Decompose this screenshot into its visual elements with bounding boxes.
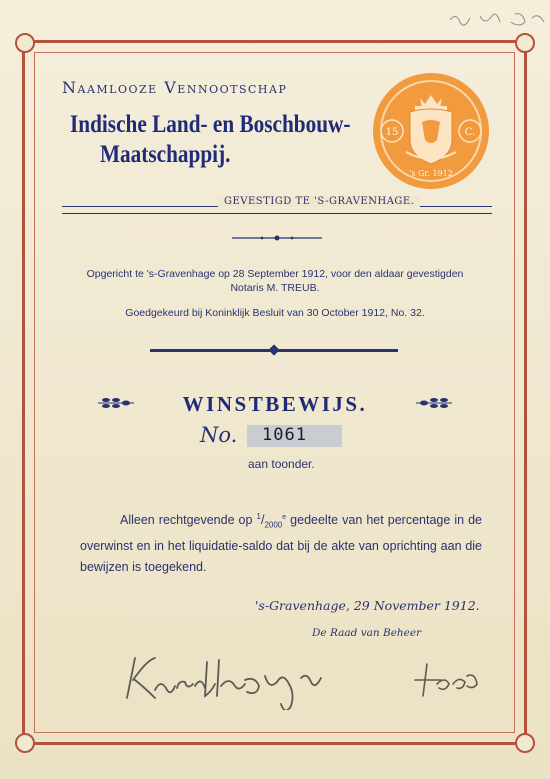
- certificate-title: WINSTBEWIJS.: [182, 392, 368, 416]
- company-form: Naamlooze Vennootschap: [62, 78, 288, 97]
- board-of-directors: De Raad van Beheer: [312, 627, 422, 639]
- founding-line2: Notaris M. TREUB.: [230, 282, 320, 294]
- entitlement-part2: gedeelte van het percentage in de overwinst en in het liquidatie-saldo dat bij de akte van oprichting aan die bewijzen is toegekend.: [80, 513, 482, 574]
- fraction-suffix: e: [282, 514, 287, 521]
- founding-line1: Opgericht te 's-Gravenhage op 28 September 1912, voor den aldaar gevestigden: [86, 268, 464, 280]
- corner-ornament: [515, 733, 535, 753]
- handwritten-signature: [115, 650, 495, 710]
- pencil-annotation: [440, 6, 550, 36]
- tax-stamp-icon: [370, 70, 492, 192]
- seat-divider: [62, 206, 492, 214]
- stamp-inscription: 's Gr. 1912: [409, 169, 453, 178]
- company-name-line1: Indische Land- en Boschbouw-: [70, 111, 351, 138]
- corner-ornament: [15, 33, 35, 53]
- corner-ornament: [515, 33, 535, 53]
- number-label: No.: [200, 423, 238, 447]
- sprig-ornament-icon: [414, 395, 454, 411]
- stamp-value: 15: [385, 127, 399, 138]
- founding-text: [40, 267, 510, 295]
- royal-approval: Goedgekeurd bij Koninklijk Besluit van 30 October 1912, No. 32.: [125, 307, 425, 319]
- stamp-unit: C.: [464, 127, 476, 138]
- certificate-number: 1061: [262, 425, 307, 445]
- fraction-denominator: 2000: [264, 520, 283, 530]
- corner-ornament: [15, 733, 35, 753]
- fraction-numerator: 1: [256, 512, 261, 521]
- sprig-ornament-icon: [96, 395, 136, 411]
- entitlement-part1: Alleen rechtgevende op: [120, 513, 257, 528]
- company-seat: GEVESTIGD TE 'S-GRAVENHAGE.: [218, 196, 420, 207]
- place-and-date: 's-Gravenhage, 29 November 1912.: [255, 598, 480, 613]
- company-name-line2: Maatschappij.: [100, 141, 231, 168]
- bearer-text: aan toonder.: [248, 457, 315, 471]
- ornament-divider: [232, 233, 322, 243]
- entitlement-text: Alleen rechtgevende op $^1/_{2000}^e$ gedeelte van het percentage in de overwinst en in het liquidatie-saldo dat bij de akte van oprichting aan die bewijzen is toegekend.: [80, 512, 482, 574]
